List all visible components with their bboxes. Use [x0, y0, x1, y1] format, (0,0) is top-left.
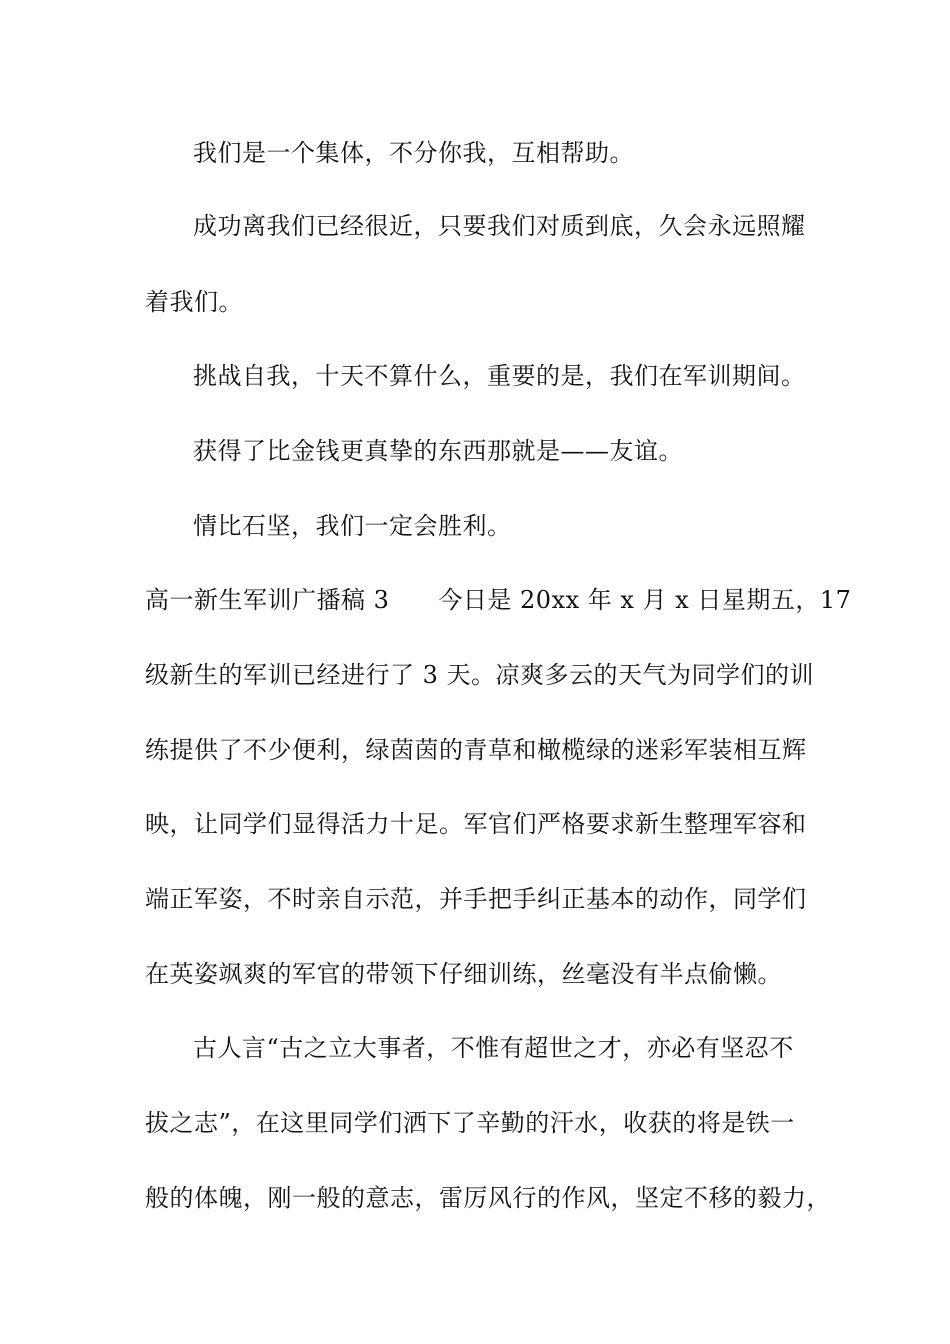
- paragraph-line: 获得了比金钱更真挚的东西那就是——友谊。: [193, 437, 683, 465]
- paragraph-line: 端正军姿，不时亲自示范，并手把手纠正基本的动作，同学们: [145, 885, 807, 913]
- paragraph-line: 成功离我们已经很近，只要我们对质到底，久会永远照耀: [193, 212, 806, 240]
- paragraph-line: 在英姿飒爽的军官的带领下仔细训练，丝毫没有半点偷懒。: [145, 960, 782, 988]
- paragraph-line: 拔之志”，在这里同学们洒下了辛勤的汗水，收获的将是铁一: [145, 1109, 795, 1137]
- paragraph-line: 般的体魄，刚一般的意志，雷厉风行的作风，坚定不移的毅力，: [145, 1184, 831, 1212]
- section-heading-line: 高一新生军训广播稿 3 今日是 20xx 年 x 月 x 日星期五，17: [145, 586, 852, 614]
- paragraph-line: 情比石坚，我们一定会胜利。: [193, 512, 512, 540]
- paragraph-line: 映，让同学们显得活力十足。军官们严格要求新生整理军容和: [145, 810, 807, 838]
- paragraph-line: 练提供了不少便利，绿茵茵的青草和橄榄绿的迷彩军装相互辉: [145, 736, 807, 764]
- paragraph-line: 级新生的军训已经进行了 3 天。凉爽多云的天气为同学们的训: [145, 661, 815, 689]
- paragraph-line: 挑战自我，十天不算什么，重要的是，我们在军训期间。: [193, 362, 806, 390]
- paragraph-line: 着我们。: [145, 288, 243, 316]
- paragraph-line: 古人言“古之立大事者，不惟有超世之才，亦必有坚忍不: [193, 1034, 794, 1062]
- paragraph-line: 我们是一个集体，不分你我，互相帮助。: [193, 139, 634, 167]
